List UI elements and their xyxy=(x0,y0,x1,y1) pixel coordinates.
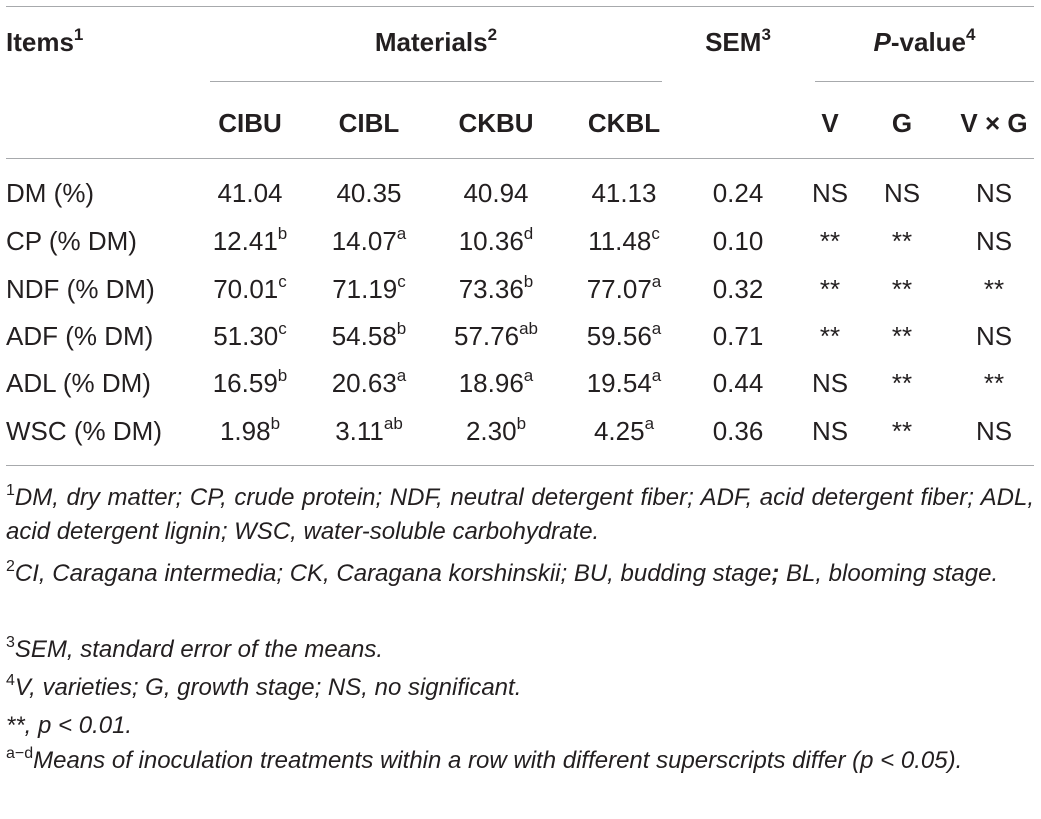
row-label: ADF (% DM) xyxy=(6,321,154,351)
cell-sem: 0.24 xyxy=(712,178,764,208)
footnote-2: $^2$CI, Caragana intermedia; CK, Caragana korshinskii; BU, budding stage; BL, blooming stage. xyxy=(6,558,999,587)
cell-v: NS xyxy=(811,416,849,446)
pvalue-underline xyxy=(815,81,1034,82)
cell-sem: 0.36 xyxy=(712,416,764,446)
header-ckbl: CKBL xyxy=(587,108,661,138)
cell-sem: 0.10 xyxy=(712,226,764,256)
row-label: CP (% DM) xyxy=(6,226,137,256)
cell-cibl: 3.11$^{ab}$ xyxy=(335,414,403,446)
cell-ckbl: 77.07$^a$ xyxy=(586,272,662,304)
cell-ckbu: 10.36$^d$ xyxy=(458,224,534,256)
footnote-4: $^4$V, varieties; G, growth stage; NS, no significant. xyxy=(6,672,522,701)
cell-g: ** xyxy=(891,274,913,304)
cell-cibl: 71.19$^c$ xyxy=(332,272,406,304)
cell-sem: 0.32 xyxy=(712,274,764,304)
cell-cibu: 41.04 xyxy=(217,178,283,208)
cell-cibl: 54.58$^b$ xyxy=(331,319,407,351)
header-pvalue: P-value$^4$ xyxy=(873,25,976,57)
cell-cibl: 14.07$^a$ xyxy=(331,224,407,256)
cell-ckbu: 73.36$^b$ xyxy=(458,272,534,304)
cell-cibu: 12.41$^b$ xyxy=(212,224,288,256)
bottom-rule xyxy=(6,465,1034,466)
cell-cibu: 1.98$^b$ xyxy=(219,414,281,446)
cell-v: NS xyxy=(811,178,849,208)
cell-v: NS xyxy=(811,368,849,398)
cell-ckbl: 4.25$^a$ xyxy=(593,414,655,446)
header-g: G xyxy=(891,108,913,138)
header-items: Items$^1$ xyxy=(6,25,84,57)
cell-ckbl: 19.54$^a$ xyxy=(586,366,662,398)
cell-vg: ** xyxy=(983,274,1005,304)
cell-vg: NS xyxy=(975,416,1013,446)
cell-sem: 0.44 xyxy=(712,368,764,398)
row-label: ADL (% DM) xyxy=(6,368,151,398)
cell-ckbu: 2.30$^b$ xyxy=(465,414,527,446)
cell-v: ** xyxy=(819,226,841,256)
materials-underline xyxy=(210,81,662,82)
cell-ckbu: 18.96$^a$ xyxy=(458,366,534,398)
cell-ckbl: 41.13 xyxy=(591,178,657,208)
header-cibl: CIBL xyxy=(338,108,400,138)
header-ckbu: CKBU xyxy=(458,108,534,138)
header-vg: V × G xyxy=(960,108,1028,138)
header-v: V xyxy=(821,108,839,138)
cell-ckbl: 11.48$^c$ xyxy=(588,224,660,256)
cell-g: NS xyxy=(883,178,921,208)
footnote-6: $^{a-d}$Means of inoculation treatments within a row with different superscripts differ (p < 0.05). xyxy=(6,745,963,774)
cell-cibu: 51.30$^c$ xyxy=(213,319,287,351)
cell-g: ** xyxy=(891,368,913,398)
footnote-5: **, p < 0.01. xyxy=(6,712,133,739)
cell-g: ** xyxy=(891,321,913,351)
header-cibu: CIBU xyxy=(218,108,282,138)
cell-cibl: 40.35 xyxy=(336,178,402,208)
top-rule xyxy=(6,6,1034,7)
header-rule xyxy=(6,158,1034,159)
cell-sem: 0.71 xyxy=(712,321,764,351)
cell-cibu: 16.59$^b$ xyxy=(212,366,288,398)
row-label: WSC (% DM) xyxy=(6,416,162,446)
cell-vg: NS xyxy=(975,178,1013,208)
cell-v: ** xyxy=(819,274,841,304)
footnote-3: $^3$SEM, standard error of the means. xyxy=(6,634,384,663)
cell-g: ** xyxy=(891,416,913,446)
cell-v: ** xyxy=(819,321,841,351)
cell-ckbu: 57.76$^{ab}$ xyxy=(454,319,538,351)
cell-ckbl: 59.56$^a$ xyxy=(586,319,662,351)
header-sem: SEM$^3$ xyxy=(705,25,771,57)
cell-cibu: 70.01$^c$ xyxy=(213,272,287,304)
cell-vg: NS xyxy=(975,226,1013,256)
header-materials: Materials$^2$ xyxy=(374,25,498,57)
row-label: DM (%) xyxy=(6,178,95,208)
cell-g: ** xyxy=(891,226,913,256)
footnote-1: $^1$DM, dry matter; CP, crude protein; NDF, neutral detergent fiber; ADF, acid detergent fiber; ADL, acid detergent lignin; WSC, water-soluble carbohydrate. xyxy=(6,482,1034,545)
cell-cibl: 20.63$^a$ xyxy=(331,366,407,398)
cell-vg: ** xyxy=(983,368,1005,398)
cell-vg: NS xyxy=(975,321,1013,351)
cell-ckbu: 40.94 xyxy=(463,178,529,208)
row-label: NDF (% DM) xyxy=(6,274,155,304)
